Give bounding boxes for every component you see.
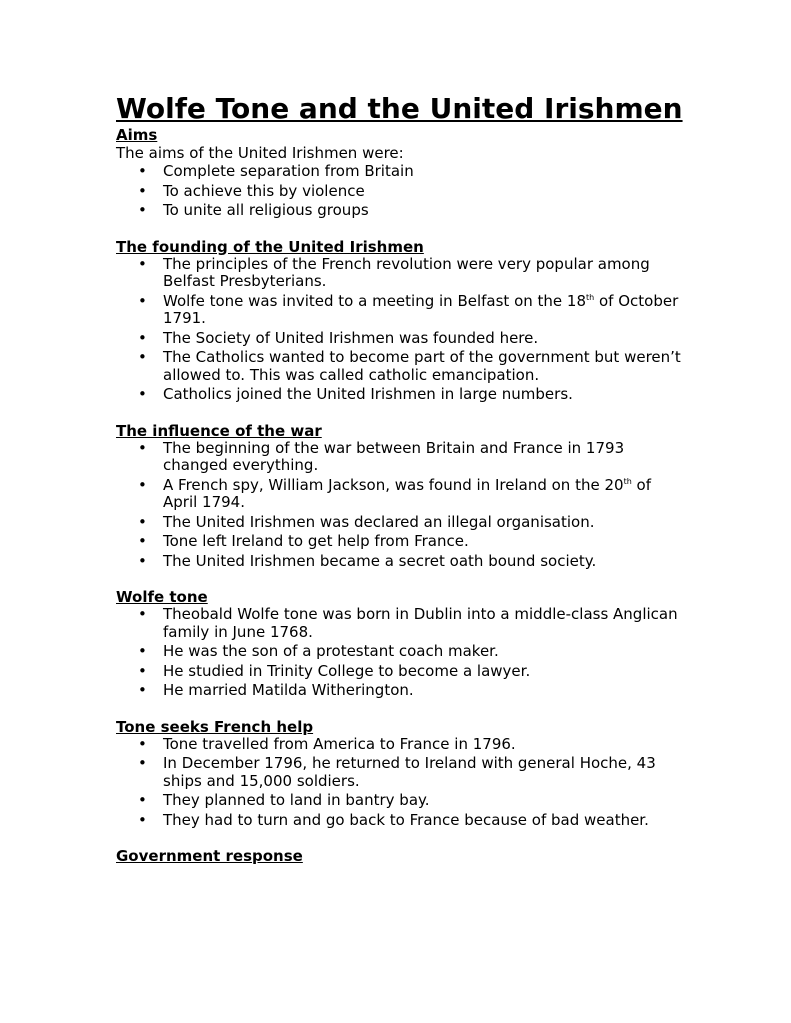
bullet-icon: •: [138, 551, 147, 570]
ordinal-suffix: th: [623, 476, 632, 486]
government-heading: Government response: [116, 847, 303, 865]
wolfe-tone-list: [116, 606, 686, 700]
list-item: [116, 533, 686, 551]
list-item: [116, 440, 686, 475]
bullet-icon: •: [138, 661, 147, 680]
list-item: [116, 293, 686, 328]
aims-list: [116, 163, 686, 220]
bullet-icon: •: [138, 734, 147, 753]
list-item-text: Wolfe tone was invited to a meeting in Belfast on the 18: [163, 291, 586, 310]
bullet-icon: •: [138, 254, 147, 273]
founding-list: [116, 256, 686, 404]
list-item: [116, 643, 686, 661]
list-item: [116, 349, 686, 384]
list-item: [116, 812, 686, 830]
list-item: [116, 330, 686, 348]
document-title: Wolfe Tone and the United Irishmen: [116, 92, 683, 125]
war-list: [116, 440, 686, 571]
war-heading: The influence of the war: [116, 421, 322, 440]
list-item: [116, 736, 686, 754]
list-item: [116, 477, 686, 512]
french-help-section: [116, 718, 686, 830]
list-item: [116, 663, 686, 681]
list-item-text: To achieve this by violence: [163, 181, 365, 200]
bullet-icon: •: [138, 201, 147, 219]
aims-section: [116, 126, 686, 220]
french-help-list: [116, 736, 686, 830]
list-item: [116, 256, 686, 291]
bullet-icon: •: [138, 328, 147, 347]
list-item-text: In December 1796, he returned to Ireland with general Hoche, 43 ships and 15,000 soldiers.: [163, 754, 656, 790]
war-section: [116, 422, 686, 571]
list-item-text: He married Matilda Witherington.: [163, 681, 414, 699]
list-item: [116, 755, 686, 790]
list-item-text: Tone travelled from America to France in 1796.: [163, 734, 516, 753]
list-item-text: A French spy, William Jackson, was found in Ireland on the 20: [163, 475, 624, 494]
list-item-text: The United Irishmen was declared an illegal organisation.: [163, 512, 595, 531]
list-item: [116, 386, 686, 404]
bullet-icon: •: [138, 810, 147, 829]
list-item: [116, 202, 686, 220]
wolfe-tone-section: [116, 588, 686, 700]
bullet-icon: •: [138, 512, 147, 531]
bullet-icon: •: [138, 681, 147, 699]
list-item-text: He was the son of a protestant coach maker.: [163, 642, 499, 660]
bullet-icon: •: [138, 181, 147, 200]
list-item-text: Theobald Wolfe tone was born in Dublin into a middle-class Anglican family in June 1768.: [163, 605, 678, 641]
list-item-text: The Society of United Irishmen was founded here.: [163, 328, 539, 347]
list-item: [116, 792, 686, 810]
list-item: [116, 606, 686, 641]
aims-heading: Aims: [116, 126, 158, 144]
founding-heading: The founding of the United Irishmen: [116, 237, 424, 256]
list-item-text: They planned to land in bantry bay.: [163, 791, 430, 809]
document-page: [116, 92, 686, 865]
list-item: [116, 183, 686, 201]
bullet-icon: •: [138, 791, 147, 809]
aims-intro: The aims of the United Irishmen were:: [116, 144, 404, 162]
bullet-icon: •: [138, 754, 147, 772]
bullet-icon: •: [138, 605, 147, 623]
bullet-icon: •: [138, 291, 147, 310]
list-item: [116, 553, 686, 571]
bullet-icon: •: [138, 642, 147, 660]
government-section: [116, 847, 686, 865]
list-item-text: He studied in Trinity College to become a lawyer.: [163, 661, 531, 680]
bullet-icon: •: [138, 385, 147, 403]
list-item: [116, 682, 686, 700]
list-item-text-continued: of April 1794.: [163, 475, 652, 511]
list-item-text: Catholics joined the United Irishmen in large numbers.: [163, 385, 573, 403]
list-item-text: The principles of the French revolution were very popular among Belfast Presbyterians.: [163, 254, 650, 290]
list-item-text: To unite all religious groups: [163, 201, 369, 219]
wolfe-tone-heading: Wolfe tone: [116, 588, 208, 606]
founding-section: [116, 238, 686, 404]
bullet-icon: •: [138, 532, 147, 550]
ordinal-suffix: th: [586, 292, 595, 302]
list-item-text: Tone left Ireland to get help from France.: [163, 532, 469, 550]
list-item-text: The beginning of the war between Britain and France in 1793 changed everything.: [163, 438, 625, 474]
french-help-heading: Tone seeks French help: [116, 717, 314, 736]
list-item-text: Complete separation from Britain: [163, 162, 414, 180]
bullet-icon: •: [138, 475, 147, 494]
list-item-text-continued: of October 1791.: [163, 291, 679, 327]
bullet-icon: •: [138, 438, 147, 457]
bullet-icon: •: [138, 162, 147, 180]
list-item: [116, 514, 686, 532]
list-item-text: They had to turn and go back to France because of bad weather.: [163, 810, 649, 829]
list-item: [116, 163, 686, 181]
list-item-text: The United Irishmen became a secret oath bound society.: [163, 551, 597, 570]
bullet-icon: •: [138, 348, 147, 366]
list-item-text: The Catholics wanted to become part of the government but weren’t allowed to. This was called catholic emancipation.: [163, 348, 681, 384]
